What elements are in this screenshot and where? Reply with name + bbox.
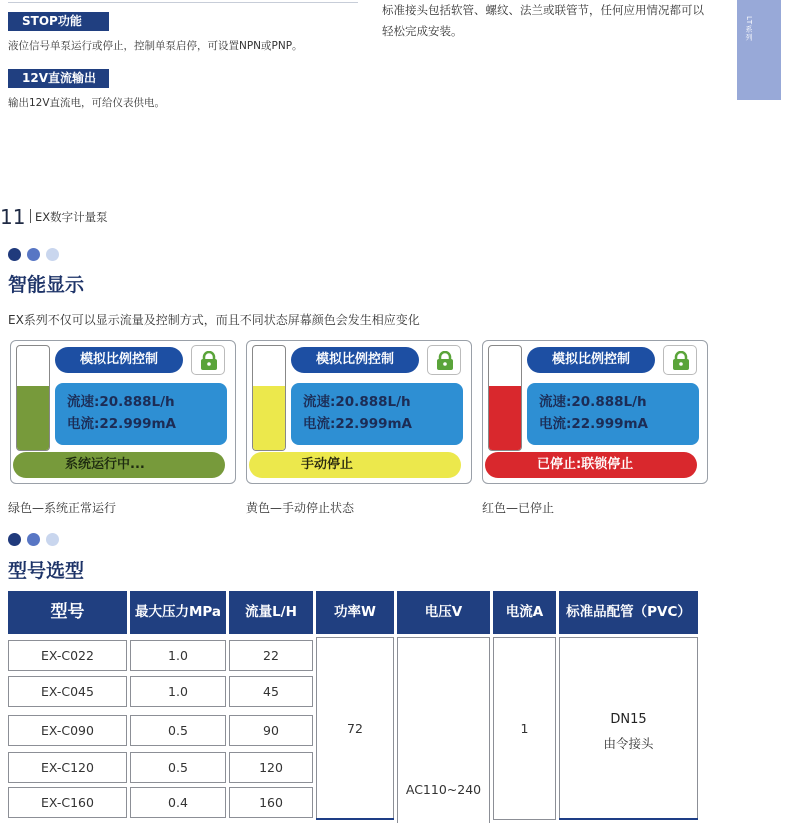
header-voltage: 电压V [397, 591, 490, 634]
level-tube [252, 345, 286, 451]
flow-cell: 22 [229, 640, 313, 671]
header-flow: 流量L/H [229, 591, 313, 634]
pipe-joint: 由令接头 [603, 736, 654, 751]
lock-button[interactable] [427, 345, 461, 375]
pressure-cell: 1.0 [130, 676, 226, 707]
page-separator [30, 209, 31, 223]
model-cell: EX-C022 [8, 640, 127, 671]
pressure-cell: 0.5 [130, 752, 226, 783]
yellow-caption: 黄色—手动停止状态 [246, 501, 355, 515]
flow-rate-text: 流速:20.888L/h [539, 394, 647, 410]
model-cell: EX-C090 [8, 715, 127, 746]
model-cell: EX-C160 [8, 787, 127, 818]
power-cell: 72 [316, 637, 394, 820]
model-section-title: 型号选型 [8, 560, 85, 582]
pressure-cell: 1.0 [130, 640, 226, 671]
pressure-cell: 0.5 [130, 715, 226, 746]
panel-header: 模拟比例控制 [291, 347, 419, 373]
voltage-cell: AC110~240 [397, 637, 490, 823]
current-text: 电流:22.999mA [67, 416, 177, 432]
lock-icon [200, 351, 218, 371]
stop-function-desc: 液位信号单泵运行或停止，控制单泵启停，可设置NPN或PNP。 [8, 40, 303, 52]
pipe-cell [559, 637, 698, 820]
info-screen [291, 383, 463, 445]
lock-icon [436, 351, 454, 371]
panel-header: 模拟比例控制 [527, 347, 655, 373]
dc-output-desc: 输出12V直流电，可给仪表供电。 [8, 97, 166, 109]
green-caption: 绿色—系统正常运行 [8, 501, 117, 515]
header-model: 型号 [8, 591, 127, 634]
header-pipe: 标准品配管（PVC） [559, 591, 698, 634]
pipe-size: DN15 [610, 712, 647, 727]
lock-button[interactable] [191, 345, 225, 375]
display-section-title: 智能显示 [8, 274, 85, 296]
flow-cell: 120 [229, 752, 313, 783]
pressure-cell: 0.4 [130, 787, 226, 818]
page-number: 11 [0, 205, 26, 229]
panel-header: 模拟比例控制 [55, 347, 183, 373]
display-panel-red [482, 340, 708, 484]
current-text: 电流:22.999mA [539, 416, 649, 432]
top-divider [8, 2, 358, 3]
lock-icon [672, 351, 690, 371]
header-pressure: 最大压力MPa [130, 591, 226, 634]
display-panel-yellow [246, 340, 472, 484]
dc-output-tag: 12V直流输出 [8, 69, 109, 88]
info-screen [527, 383, 699, 445]
lock-button[interactable] [663, 345, 697, 375]
side-tab-label: LT系列 [745, 16, 753, 42]
page-title: EX数字计量泵 [35, 210, 108, 224]
current-cell: 1 [493, 637, 556, 820]
section-dots [8, 248, 59, 261]
flow-cell: 90 [229, 715, 313, 746]
section-dots [8, 533, 59, 546]
flow-cell: 160 [229, 787, 313, 818]
red-caption: 红色—已停止 [482, 501, 555, 515]
fitting-description: 标准接头包括软管、螺纹、法兰或联管节，任何应用情况都可以轻松完成安装。 [382, 3, 704, 38]
flow-rate-text: 流速:20.888L/h [67, 394, 175, 410]
status-bar: 系统运行中... [13, 452, 225, 478]
stop-function-tag: STOP功能 [8, 12, 109, 31]
flow-cell: 45 [229, 676, 313, 707]
power-underline [316, 818, 394, 820]
header-power: 功率W [316, 591, 394, 634]
header-current: 电流A [493, 591, 556, 634]
side-tab[interactable] [737, 0, 781, 100]
flow-rate-text: 流速:20.888L/h [303, 394, 411, 410]
pipe-underline [559, 818, 698, 820]
current-text: 电流:22.999mA [303, 416, 413, 432]
level-tube [488, 345, 522, 451]
status-bar: 已停止:联锁停止 [485, 452, 697, 478]
level-tube [16, 345, 50, 451]
display-intro: EX系列不仅可以显示流量及控制方式，而且不同状态屏幕颜色会发生相应变化 [8, 313, 420, 327]
display-panel-green [10, 340, 236, 484]
model-cell: EX-C045 [8, 676, 127, 707]
model-cell: EX-C120 [8, 752, 127, 783]
info-screen [55, 383, 227, 445]
status-bar: 手动停止 [249, 452, 461, 478]
